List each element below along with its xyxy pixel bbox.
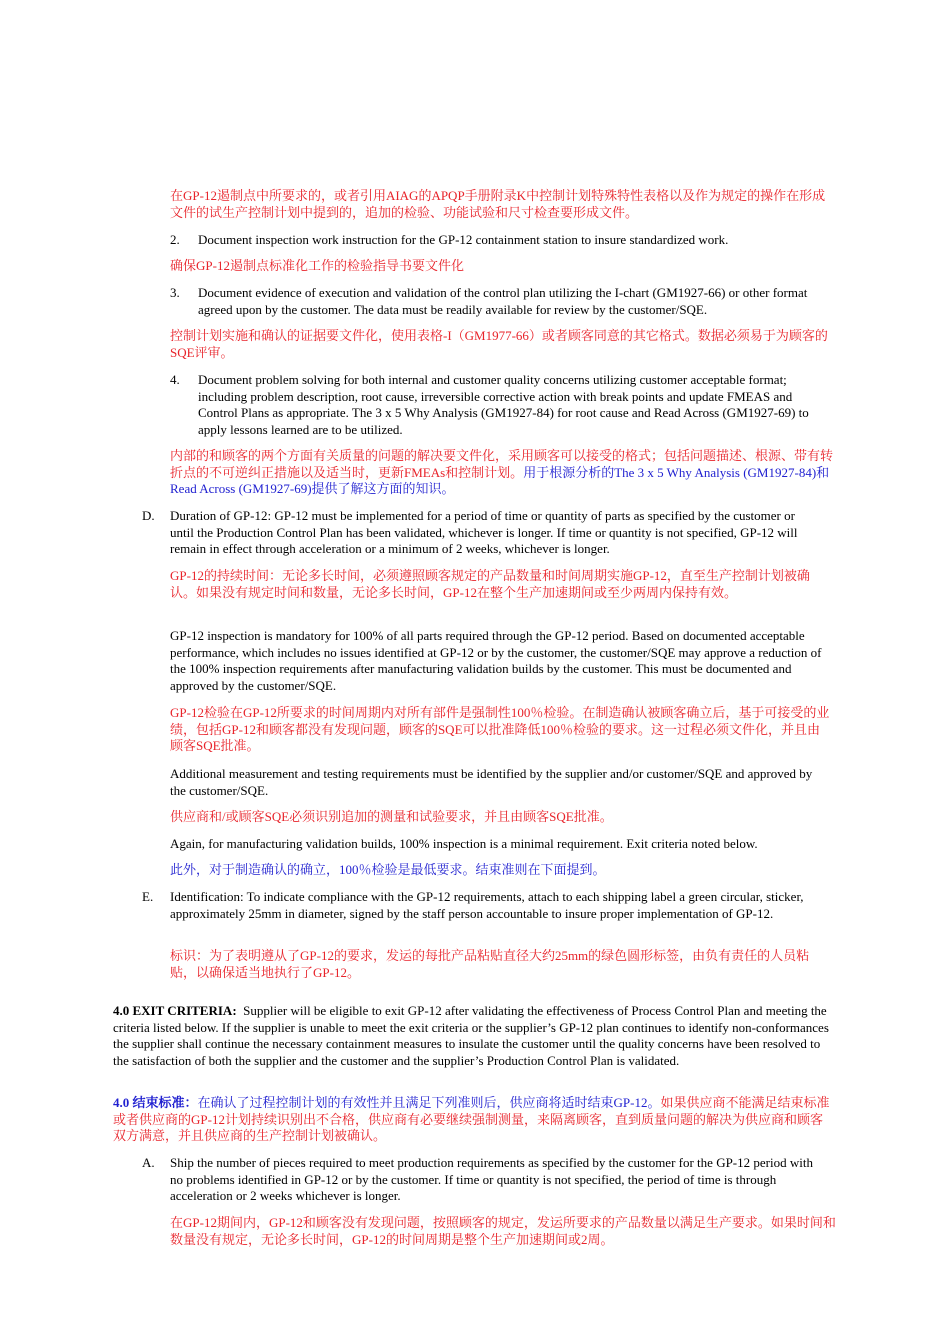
item-a-chinese-text: 在GP-12期间内，GP-12和顾客没有发现问题，按照顾客的规定，发运所要求的产品数量以满足生产要求。如果时间和数量没有规定，无论多长时间，GP-12的时间周期是整个生产加速期间或2周。: [170, 1215, 836, 1247]
exit-criteria-chinese-paragraph: [113, 1095, 835, 1145]
item-2-chinese-text: 确保GP-12遏制点标准化工作的检验指导书要文件化: [170, 258, 464, 273]
item-e-label: E.: [142, 889, 154, 904]
item-d-paragraph-4-chinese: 此外，对于制造确认的确立，100％检验是最低要求。结束准则在下面提到。: [170, 862, 606, 877]
exit-criteria-chinese-heading: 4.0 结束标准：: [113, 1095, 198, 1110]
item-3-text: Document evidence of execution and validation of the control plan utilizing the I-chart (GM1927-66) or other format agreed upon by the customer. The data must be readily available for review by the customer/SQE.: [198, 285, 808, 317]
item-a-label: A.: [142, 1155, 155, 1170]
exit-criteria-chinese-blue: 在确认了过程控制计划的有效性并且满足下列准则后，供应商将适时结束GP-12。: [197, 1095, 661, 1110]
intro-chinese-text: 在GP-12遏制点中所要求的，或者引用AIAG的APQP手册附录K中控制计划特殊特性表格以及作为规定的操作在形成文件的试生产控制计划中提到的，追加的检验、功能试验和尺寸检查要形成文件。: [170, 188, 826, 220]
item-2-text: Document inspection work instruction for the GP-12 containment station to insure standardized work.: [198, 232, 729, 247]
item-e-text: Identification: To indicate compliance with the GP-12 requirements, attach to each shipping label a green circular, sticker, approximately 25mm in diameter, signed by the staff person accountable to insure proper implementation of GP-12.: [170, 889, 804, 921]
item-d-paragraph-2-chinese: GP-12检验在GP-12所要求的时间周期内对所有部件是强制性100％检验。在制造确认被顾客确立后，基于可接受的业绩，包括GP-12和顾客都没有发现问题，顾客的SQE可以批准降低100％检验的要求。这一过程必须文件化，并且由顾客SQE批准。: [170, 705, 830, 754]
item-d-text: Duration of GP-12: GP-12 must be implemented for a period of time or quantity of parts as specified by the customer or until the Production Control Plan has been validated, whichever is longer. If time or quantity is not specified, GP-12 will remain in effect through acceleration or a minimum of 2 weeks, whichever is longer.: [170, 508, 798, 557]
exit-criteria-heading: 4.0 EXIT CRITERIA:: [113, 1003, 237, 1018]
item-4-text: Document problem solving for both internal and customer quality concerns utilizing customer acceptable format; including problem description, root cause, irreversible corrective action with break points and update FMEAS and Control Plans as appropriate. The 3 x 5 Why Analysis (GM1927-84) for root cause and Read Across (GM1927-69) to apply lessons learned are to be utilized.: [198, 372, 809, 437]
item-3-number: 3.: [170, 285, 180, 300]
exit-criteria-body: Supplier will be eligible to exit GP-12 after validating the effectiveness of Process Control Plan and meeting the criteria listed below. If the supplier is unable to meet the exit criteria or the supplier’s GP-12 plan continues to identify non-conformances the supplier shall continue the necessary containment measures to insulate the customer until the quality concerns have been resolved to the satisfaction of both the supplier and the customer and the supplier’s Production Control Plan is validated.: [113, 1003, 829, 1068]
item-d-paragraph-2: GP-12 inspection is mandatory for 100% of all parts required through the GP-12 period. Based on documented acceptable performance, which includes no issues identified at GP-12 or by the customer, the customer/SQE may approve a reduction of the 100% inspection requirements after manufacturing validation builds by the customer. This must be documented and approved by the customer/SQE.: [170, 628, 822, 693]
item-d-paragraph-4: Again, for manufacturing validation builds, 100% inspection is a minimal requirement. Exit criteria noted below.: [170, 836, 758, 851]
exit-criteria-chinese-red: 如果供应商不能满足结束标准或者供应商的GP-12计划持续识别出不合格，供应商有必要继续强制测量，来隔离顾客，直到质量问题的解决为供应商和顾客双方满意，并且供应商的生产控制计划被确认。: [113, 1095, 830, 1144]
item-3-chinese-text: 控制计划实施和确认的证据要文件化，使用表格-I（GM1977-66）或者顾客同意的其它格式。数据必须易于为顾客的SQE评审。: [170, 328, 828, 360]
item-d-chinese-text: GP-12的持续时间：无论多长时间，必须遵照顾客规定的产品数量和时间周期实施GP-12，直至生产控制计划被确认。如果没有规定时间和数量，无论多长时间，GP-12在整个生产加速期间或至少两周内保持有效。: [170, 568, 810, 600]
exit-criteria-paragraph: [113, 1003, 833, 1069]
item-4-chinese-text: [170, 448, 834, 498]
item-d-label: D.: [142, 508, 155, 523]
item-4-number: 4.: [170, 372, 180, 387]
item-4-chinese-blue: 用于根源分析的The 3 x 5 Why Analysis (GM1927-84)和Read Across (GM1927-69)提供了解这方面的知识。: [170, 464, 830, 497]
item-d-paragraph-3: Additional measurement and testing requirements must be identified by the supplier and/or customer/SQE and approved by the customer/SQE.: [170, 766, 813, 798]
item-a-text: Ship the number of pieces required to meet production requirements as specified by the customer for the GP-12 period with no problems identified in GP-12 or by the customer. If time or quantity is not specified, the period of time is through acceleration or 2 weeks whichever is longer.: [170, 1155, 813, 1204]
item-4-chinese-red: 内部的和顾客的两个方面有关质量的问题的解决要文件化，采用顾客可以接受的格式；包括问题描述、根源、带有转折点的不可逆纠正措施以及适当时，更新FMEAs和控制计划。: [170, 448, 834, 480]
item-e-chinese-text: 标识：为了表明遵从了GP-12的要求，发运的每批产品粘贴直径大约25mm的绿色圆形标签，由负有责任的人员粘贴，以确保适当地执行了GP-12。: [170, 948, 810, 980]
item-d-paragraph-3-chinese: 供应商和/或顾客SQE必须识别追加的测量和试验要求，并且由顾客SQE批准。: [170, 809, 613, 824]
item-2-number: 2.: [170, 232, 180, 247]
